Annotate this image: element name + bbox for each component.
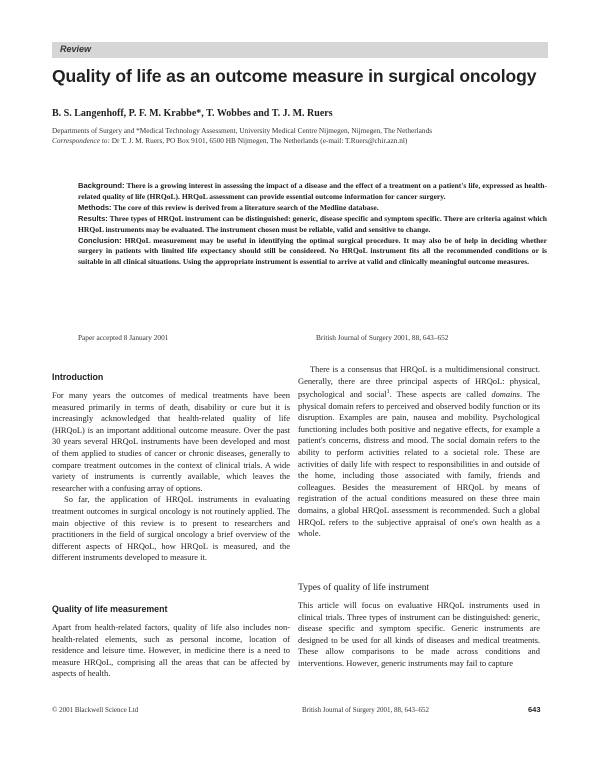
author-list: B. S. Langenhoff, P. F. M. Krabbe*, T. Wobbes and T. J. M. Ruers (52, 108, 333, 119)
abstract-methods (78, 203, 547, 214)
abstract-background (78, 181, 547, 203)
section-label: Review (60, 44, 92, 54)
intro-paragraph-1: For many years the outcomes of medical treatments have been measured primarily in terms of death, disability or cure but it is increasingly acknowledged that health-related quality of life (HRQoL) is an important additional outcome measure. Over the past 30 years several HRQoL instruments have been developed and most of them applied to studies of cancer or chronic diseases, generally to compare treatment outcomes in the context of clinical trials. A wide variety of instruments is currently available, which leaves the researcher with a confusing array of options. (52, 390, 290, 493)
page-number: 643 (528, 705, 541, 714)
conclusion-label: Conclusion: (78, 235, 122, 245)
instrument-types-heading: Types of quality of life instrument (298, 582, 430, 593)
qol-measurement-body (52, 622, 290, 680)
affiliation: Departments of Surgery and *Medical Technology Assessment, University Medical Centre Nijmegen, Nijmegen, The Netherlands (52, 126, 433, 135)
introduction-heading: Introduction (52, 372, 104, 382)
right-column-body (298, 364, 540, 540)
qol-paragraph-1: Apart from health-related factors, quality of life also includes non-health-related elements, such as personal income, location of residence and leisure time. However, in medicine there is a need to measure HRQoL, comprising all the areas that can be affected by aspects of health. (52, 622, 290, 679)
journal-reference: British Journal of Surgery 2001, 88, 643–652 (316, 333, 449, 342)
results-text: Three types of HRQoL instrument can be distinguished: generic, disease specific and symptom specific. There are criteria against which HRQoL instruments may be evaluated. The instrument chosen must be reliable, valid and sensitive to change. (78, 213, 547, 234)
article-title: Quality of life as an outcome measure in surgical oncology (52, 66, 537, 86)
affiliation-block (52, 126, 548, 146)
methods-label: Methods: (78, 202, 112, 212)
abstract-conclusion (78, 236, 547, 269)
conclusion-text: HRQoL measurement may be useful in identifying the optimal surgical procedure. It may also be of help in deciding whether surgery in patients with limited life expectancy should still be considered. No HRQoL instrument fits all the recommended conditions or is suitable in all clinical situations. Using the appropriate instrument is essential to arrive at valid and clinically meaningful outcome measures. (78, 235, 547, 267)
correspondence (52, 136, 548, 146)
abstract (78, 181, 547, 268)
correspondence-label: Correspondence to: (52, 136, 110, 145)
domains-text-a: There is a consensus that HRQoL is a multidimensional construct. Generally, there are three principal aspects of HRQoL: physical, psychological and social (298, 364, 540, 399)
types-paragraph-1: This article will focus on evaluative HRQoL instruments used in clinical trials. Three types of instrument can be distinguished: generic, disease specific and symptom specific. Generic instruments are designed to be used for all kinds of diseases and medical treatments. These allow comparisons to be made across conditions and interventions. However, generic instruments may fail to capture (298, 600, 540, 668)
footer-copyright: © 2001 Blackwell Science Ltd (52, 706, 139, 714)
instrument-types-body (298, 600, 540, 670)
domains-text-b: . These aspects are called (389, 389, 492, 399)
correspondence-text: Dr T. J. M. Ruers, PO Box 9101, 6500 HB Nijmegen, The Netherlands (e-mail: T.Ruers@chir.azn.nl) (111, 136, 408, 145)
domains-text-c: . The physical domain refers to perceived and observed bodily function or its disruption. Examples are pain, nausea and mobility. Psychological functioning includes both positive and negative effects, for example a patient's concerns, distress and mood. The social domain refers to the ability to perform activities related to a societal role. These are activities of daily life with respect to responsibilities in and outside of the home, including those associated with family, friends and colleagues. Besides the measurement of HRQoL by means of registration of the actual conditions measured on these three main domains, a global HRQoL assessment is recommended. Such a global HRQoL refers to the subjective appraisal of one's own health as a whole. (298, 389, 541, 539)
results-label: Results: (78, 213, 108, 223)
footnote-ref: 1 (386, 389, 390, 396)
intro-paragraph-2: So far, the application of HRQoL instruments in evaluating treatment outcomes in surgical oncology is not routinely applied. The main objective of this review is to present to researchers and practitioners in the field of surgical oncology a brief overview of the different aspects of HRQoL, how HRQoL is measured, and the different instruments developed to measure it. (52, 494, 290, 563)
domains-emphasis: domains (491, 389, 520, 399)
background-label: Background: (78, 181, 125, 190)
abstract-results (78, 214, 547, 236)
methods-text: The core of this review is derived from a literature search of the Medline database. (113, 202, 379, 212)
domains-paragraph (298, 364, 540, 540)
background-text: There is a growing interest in assessing the impact of a disease and the effect of a treatment on a patient's life, expressed as health-related quality of life (HRQoL). HRQoL assessment can provide essential outcome information for cancer surgery. (78, 181, 547, 201)
qol-measurement-heading: Quality of life measurement (52, 604, 168, 614)
section-band (52, 42, 548, 58)
accepted-date: Paper accepted 8 January 2001 (78, 333, 169, 342)
footer-journal: British Journal of Surgery 2001, 88, 643–652 (302, 706, 430, 714)
introduction-body (52, 390, 290, 564)
